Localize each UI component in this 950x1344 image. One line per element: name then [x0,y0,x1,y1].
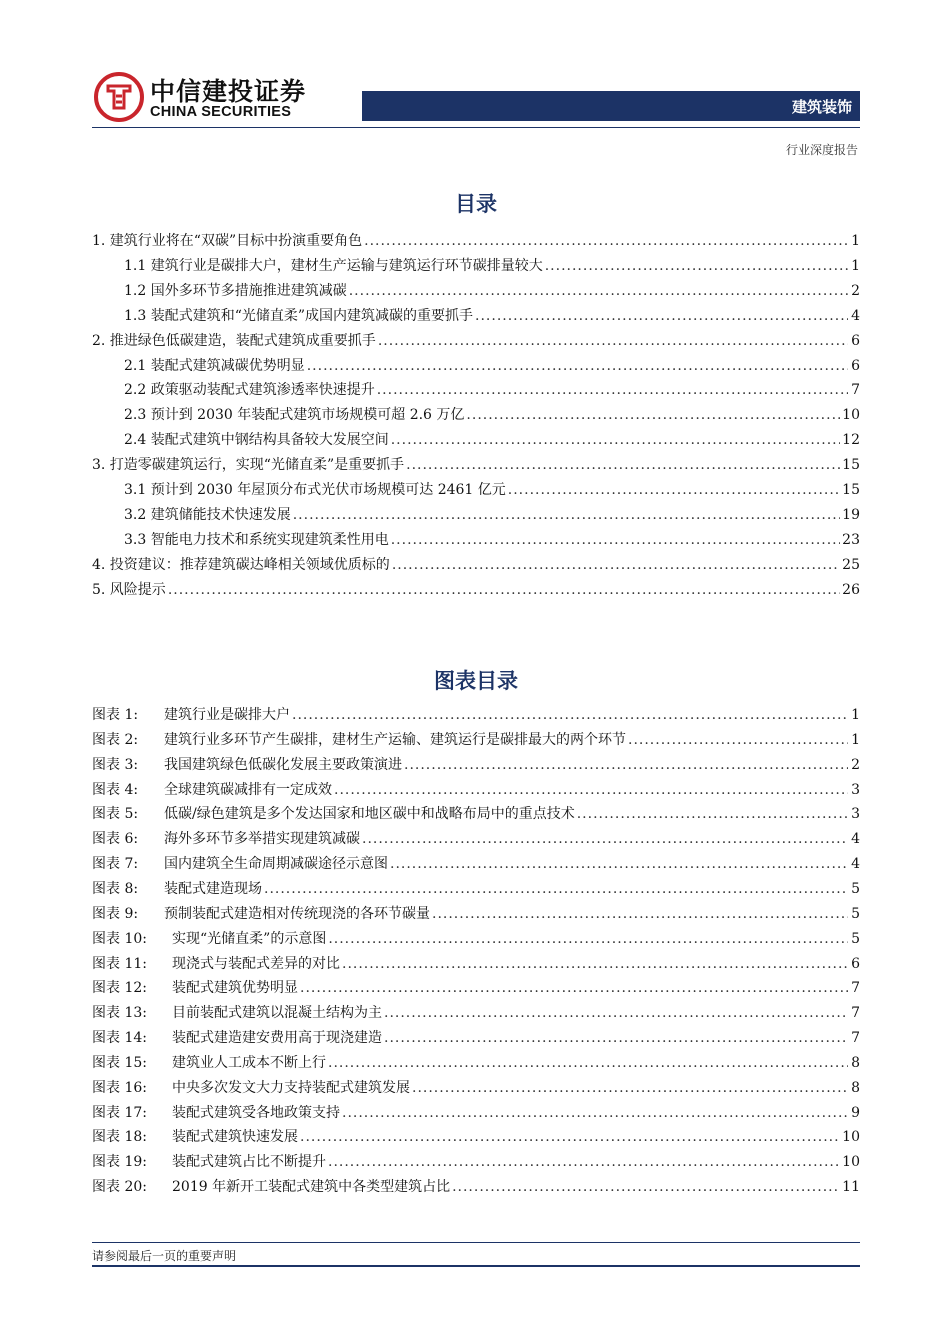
figure-entry-title: 装配式建造现场 [164,880,262,897]
dot-leader [475,304,848,328]
figure-entry[interactable] [92,976,860,1000]
toc-entry[interactable] [92,403,860,427]
dot-leader [300,1125,840,1149]
toc-entry[interactable] [92,304,860,328]
toc-entry-title: 1.3 装配式建筑和“光储直柔”成国内建筑减碳的重要抓手 [124,307,474,324]
industry-label: 建筑装饰 [791,98,852,116]
toc-entry[interactable] [92,354,860,378]
toc-entry[interactable] [92,428,860,452]
dot-leader [390,852,848,876]
figure-entry-title: 全球建筑碳减排有一定成效 [164,781,332,798]
figure-entry-title: 我国建筑绿色低碳化发展主要政策演进 [164,756,402,773]
toc-entry-page: 10 [842,407,860,424]
figure-entry-label: 图表 20: [92,1179,147,1196]
figure-entry-title: 建筑业人工成本不断上行 [172,1054,326,1071]
figure-entry-label: 图表 4: [92,781,139,798]
toc-title: 目录 [455,192,497,216]
brand-name-en: CHINA SECURITIES [150,104,292,120]
footer-note: 请参阅最后一页的重要声明 [92,1249,237,1263]
figure-entry[interactable] [92,1001,860,1025]
figure-entry-page: 4 [851,856,860,873]
dot-leader [264,877,848,901]
toc-entry-title: 2.1 装配式建筑减碳优势明显 [124,357,305,374]
report-type: 行业深度报告 [785,143,858,157]
citic-logo-icon [94,72,144,122]
toc-entry-title: 3.1 预计到 2030 年屋顶分布式光伏市场规模可达 2461 亿元 [124,482,506,498]
toc-entry-page: 2 [851,282,860,299]
dot-leader [342,952,848,976]
toc-entry[interactable] [92,279,860,303]
figure-entry[interactable] [92,703,860,727]
toc-entry-page: 6 [851,332,860,349]
dot-leader [406,453,840,477]
figure-entry-title: 国内建筑全生命周期减碳途径示意图 [164,856,388,873]
toc-entry-page: 1 [851,257,860,274]
figure-entry[interactable] [92,852,860,876]
company-logo [94,68,307,126]
figure-entry[interactable] [92,778,860,802]
figure-entry-page: 10 [842,1129,860,1146]
dot-leader [328,1051,848,1075]
dot-leader [412,1076,848,1100]
figure-entry-label: 图表 19: [92,1154,147,1171]
figure-entry-page: 7 [851,1005,860,1022]
dot-leader [364,229,848,253]
figure-entry[interactable] [92,1101,860,1125]
toc-entry-page: 7 [851,382,860,399]
dot-leader [377,378,848,402]
dot-leader [328,1150,840,1174]
figure-entry-title: 装配式建筑受各地政策支持 [172,1104,340,1121]
figure-entry[interactable] [92,753,860,777]
dot-leader [404,753,848,777]
figure-entry-page: 3 [851,806,860,823]
toc-entry[interactable] [92,578,860,602]
brand-name-cn: 中信建投证券 [150,77,307,106]
dot-leader [508,478,840,502]
figure-entry-page: 3 [851,781,860,798]
toc-entry[interactable] [92,503,860,527]
figure-entry-title: 装配式建筑快速发展 [172,1129,298,1146]
figure-entry-page: 4 [851,831,860,848]
toc-entry-title: 1. 建筑行业将在“双碳”目标中扮演重要角色 [92,233,363,249]
toc-entry[interactable] [92,254,860,278]
dot-leader [392,553,840,577]
toc-entry[interactable] [92,329,860,353]
figure-entry-title: 中央多次发文大力支持装配式建筑发展 [172,1079,410,1096]
toc-entry-page: 12 [842,432,860,449]
figure-entry-label: 图表 2: [92,731,139,748]
dot-leader [432,902,848,926]
industry-banner [362,91,860,121]
dot-leader [342,1101,848,1125]
figure-entry-page: 8 [851,1079,860,1096]
dot-leader [349,279,848,303]
footer-divider-thick [92,1265,860,1267]
figure-entry-label: 图表 1: [92,707,139,723]
figure-entry-page: 2 [851,756,860,773]
dot-leader [628,728,848,752]
toc-entry-page: 4 [851,307,860,324]
figure-entry-label: 图表 17: [92,1104,147,1121]
figure-entry-title: 装配式建筑占比不断提升 [172,1154,326,1171]
figure-entry-label: 图表 6: [92,831,139,848]
dot-leader [577,802,848,826]
toc-entry-title: 1.2 国外多环节多措施推进建筑减碳 [124,282,347,299]
dot-leader [168,578,840,602]
figure-entry-page: 9 [851,1104,860,1121]
figure-entry[interactable] [92,1026,860,1050]
dot-leader [378,329,848,353]
toc-entry[interactable] [92,478,860,502]
figure-entry-label: 图表 14: [92,1030,147,1047]
figure-entry-page: 1 [851,707,860,723]
figure-entry-label: 图表 3: [92,756,139,773]
figure-entry-label: 图表 15: [92,1054,147,1071]
toc-entry-title: 2.3 预计到 2030 年装配式建筑市场规模可超 2.6 万亿 [124,407,465,424]
figure-entry-label: 图表 13: [92,1005,147,1022]
figure-entry-title: 现浇式与装配式差异的对比 [172,955,340,972]
figure-entry[interactable] [92,877,860,901]
figure-entry[interactable] [92,927,860,951]
figure-entry-page: 7 [851,980,860,997]
figure-entry-label: 图表 5: [92,806,139,823]
toc-entry-title: 5. 风险提示 [92,581,166,598]
figure-entry-page: 11 [842,1179,860,1196]
figure-entry[interactable] [92,802,860,826]
figures-title: 图表目录 [434,669,518,693]
figure-entry-title: 实现“光储直柔”的示意图 [172,930,327,947]
figure-entry-page: 1 [851,731,860,748]
toc-entry[interactable] [92,229,860,253]
dot-leader [391,528,840,552]
figure-entry-title: 低碳/绿色建筑是多个发达国家和地区碳中和战略布局中的重点技术 [164,806,575,823]
figure-entry[interactable] [92,1175,860,1199]
figure-entry[interactable] [92,1125,860,1149]
dot-leader [292,703,848,727]
figure-entry[interactable] [92,1076,860,1100]
figure-entry-label: 图表 18: [92,1129,147,1146]
figure-entry-title: 装配式建造建安费用高于现浇建造 [172,1030,382,1047]
figure-entry-title: 建筑行业多环节产生碳排，建材生产运输、建筑运行是碳排最大的两个环节 [164,731,626,748]
figure-entry-label: 图表 8: [92,880,139,897]
figure-entry-title: 建筑行业是碳排大户 [164,707,290,723]
toc-entry-page: 15 [842,482,860,498]
toc-entry-page: 15 [842,457,860,474]
toc-entry-title: 3.2 建筑储能技术快速发展 [124,506,291,523]
toc-entry-title: 2.2 政策驱动装配式建筑渗透率快速提升 [124,382,375,399]
toc-entry-page: 23 [842,531,860,548]
figure-entry-page: 6 [851,955,860,972]
toc-entry-page: 26 [842,581,860,598]
figure-entry-page: 10 [842,1154,860,1171]
toc-entry-title: 3. 打造零碳建筑运行，实现“光储直柔”是重要抓手 [92,457,405,474]
dot-leader [362,827,848,851]
toc-entry[interactable] [92,528,860,552]
figure-entry-page: 5 [851,930,860,947]
figure-entry-title: 2019 年新开工装配式建筑中各类型建筑占比 [172,1179,451,1196]
dot-leader [391,428,840,452]
dot-leader [466,403,840,427]
figure-entry-label: 图表 9: [92,905,139,922]
toc-entry-page: 25 [842,556,860,573]
toc-entry[interactable] [92,553,860,577]
figure-entry-page: 5 [851,905,860,922]
toc-entry-page: 6 [851,357,860,374]
dot-leader [384,1026,848,1050]
dot-leader [300,976,848,1000]
dot-leader [293,503,840,527]
figure-entry-label: 图表 16: [92,1079,147,1096]
figure-entry[interactable] [92,952,860,976]
figure-entry[interactable] [92,1051,860,1075]
header-divider [92,127,860,128]
figure-entry[interactable] [92,827,860,851]
toc-entry-title: 1.1 建筑行业是碳排大户，建材生产运输与建筑运行环节碳排量较大 [124,257,543,274]
figure-entry-title: 海外多环节多举措实现建筑减碳 [164,831,360,848]
figure-entry-title: 目前装配式建筑以混凝土结构为主 [172,1005,382,1022]
figure-entry-label: 图表 7: [92,856,139,873]
toc-entry[interactable] [92,378,860,402]
toc-entry-title: 2. 推进绿色低碳建造，装配式建筑成重要抓手 [92,332,376,349]
figure-entry-label: 图表 12: [92,980,147,997]
dot-leader [334,778,848,802]
toc-entry-page: 19 [842,506,860,523]
figure-entry-title: 预制装配式建造相对传统现浇的各环节碳量 [164,905,430,922]
figure-entry-page: 7 [851,1030,860,1047]
figure-entry-page: 5 [851,880,860,897]
dot-leader [545,254,848,278]
toc-entry[interactable] [92,453,860,477]
dot-leader [307,354,848,378]
footer-divider [92,1242,860,1243]
toc-entry-title: 2.4 装配式建筑中钢结构具备较大发展空间 [124,432,389,449]
dot-leader [384,1001,848,1025]
figure-entry-title: 装配式建筑优势明显 [172,980,298,997]
figure-entry[interactable] [92,728,860,752]
figure-entry-label: 图表 11: [92,955,147,972]
dot-leader [328,927,848,951]
figure-entry-page: 8 [851,1054,860,1071]
figure-entry[interactable] [92,902,860,926]
toc-entry-title: 4. 投资建议：推荐建筑碳达峰相关领域优质标的 [92,556,390,573]
toc-entry-title: 3.3 智能电力技术和系统实现建筑柔性用电 [124,531,389,548]
dot-leader [452,1175,840,1199]
figure-entry[interactable] [92,1150,860,1174]
toc-entry-page: 1 [851,233,860,249]
figure-entry-label: 图表 10: [92,930,147,947]
